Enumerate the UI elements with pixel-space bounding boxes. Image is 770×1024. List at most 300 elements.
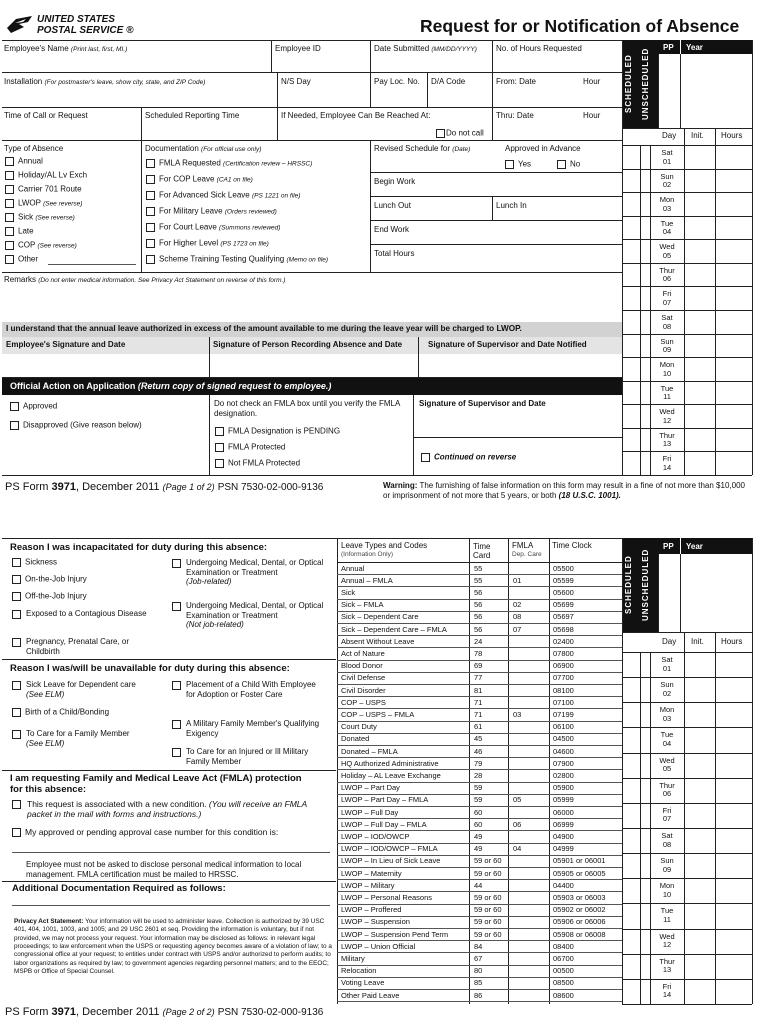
leave-time-card: 49 xyxy=(474,831,483,841)
leave-time-card: 85 xyxy=(474,978,483,988)
leave-type-name: Voting Leave xyxy=(341,978,385,988)
day-cell xyxy=(650,807,684,824)
time-clock-header: Time Clock xyxy=(552,541,592,550)
day-number: 09 xyxy=(662,345,672,355)
da-code-label: D/A Code xyxy=(431,77,466,86)
leave-type-name: Holiday – AL Leave Exchange xyxy=(341,770,441,780)
day-number: 13 xyxy=(662,965,672,975)
day-cell xyxy=(650,933,684,950)
thru-hour-label: Hour xyxy=(583,111,601,120)
leave-type-name: COP – USPS xyxy=(341,697,386,707)
leave-type-name: LWOP – Suspension Pend Term xyxy=(341,929,449,939)
disapproved-checkbox[interactable]: Disapproved (Give reason below) xyxy=(10,421,142,430)
leave-time-card: 24 xyxy=(474,636,483,646)
thru-date-label: Thru: Date xyxy=(496,111,534,120)
leave-type-name: LWOP – Military xyxy=(341,880,395,890)
leave-time-card: 56 xyxy=(474,587,483,597)
leave-type-name: LWOP – IOD/OWCP – FMLA xyxy=(341,844,438,854)
day-cell xyxy=(650,882,684,899)
day-name: Sat xyxy=(661,148,673,157)
day-name: Thur xyxy=(659,265,675,275)
leave-time-card: 78 xyxy=(474,648,483,658)
leave-type-name: Blood Donor xyxy=(341,661,383,671)
leave-time-card: 81 xyxy=(474,685,483,695)
dep-care-header: Dep. Care xyxy=(512,551,542,558)
from-hour-label: Hour xyxy=(583,77,601,86)
day-name: Fri xyxy=(662,805,672,815)
day-cell xyxy=(650,857,684,874)
approved-yes-checkbox[interactable]: Yes xyxy=(505,160,531,169)
leave-fmla-code: 04 xyxy=(513,844,522,854)
day-number: 06 xyxy=(662,789,672,799)
leave-time-clock: 05908 or 06008 xyxy=(553,929,606,939)
from-date-label: From: Date xyxy=(496,77,537,86)
day-cell xyxy=(650,958,684,975)
form-title: Request for or Notification of Absence xyxy=(420,16,740,36)
day-number: 03 xyxy=(662,713,672,723)
day-number: 01 xyxy=(662,663,672,673)
absence-lwop-checkbox[interactable]: LWOP (See reverse) xyxy=(5,199,82,208)
leave-type-name: LWOP – Union Official xyxy=(341,941,416,951)
reached-at-label: If Needed, Employee Can Be Reached At: xyxy=(281,111,431,120)
day-cell xyxy=(650,782,684,799)
leave-type-name: Civil Disorder xyxy=(341,685,386,695)
day-cell xyxy=(650,290,684,307)
reason-contagious-checkbox[interactable]: Exposed to a Contagious Disease xyxy=(12,609,162,619)
day-cell xyxy=(650,220,684,237)
leave-time-clock: 04900 xyxy=(553,831,574,841)
leave-time-card: 60 xyxy=(474,807,483,817)
day-name: Sun xyxy=(660,336,674,346)
hours-header-1: Hours xyxy=(721,131,743,140)
leave-type-name: Sick xyxy=(341,587,356,597)
day-cell xyxy=(650,706,684,723)
unavailable-title: Reason I was/will be unavailable for duty during this absence: xyxy=(10,663,290,674)
leave-time-clock: 02400 xyxy=(553,636,574,646)
approved-no-checkbox[interactable]: No xyxy=(557,160,580,169)
day-cell xyxy=(650,243,684,260)
approved-checkbox[interactable]: Approved xyxy=(10,402,57,411)
leave-time-clock: 05901 or 06001 xyxy=(553,856,606,866)
day-cell xyxy=(650,983,684,1000)
incapacitated-title: Reason I was incapacitated for duty during this absence: xyxy=(10,542,268,553)
table-row-divider xyxy=(337,989,622,990)
day-name: Sun xyxy=(660,680,674,690)
leave-fmla-code: 02 xyxy=(513,600,522,610)
day-header-2: Day xyxy=(662,637,677,646)
leave-time-card: 84 xyxy=(474,941,483,951)
absence-carrier-checkbox[interactable]: Carrier 701 Route xyxy=(5,185,82,194)
day-cell xyxy=(650,681,684,698)
day-cell xyxy=(650,314,684,331)
leave-time-clock: 07800 xyxy=(553,648,574,658)
unavail-exigency-checkbox[interactable]: A Military Family Member's Qualifying Exigency xyxy=(172,719,327,738)
leave-type-name: Donated – FMLA xyxy=(341,746,398,756)
supervisor-signature-label: Signature of Supervisor and Date xyxy=(419,399,546,408)
leave-type-name: LWOP – Maternity xyxy=(341,868,402,878)
day-number: 07 xyxy=(662,814,672,824)
leave-type-name: Absent Without Leave xyxy=(341,636,415,646)
unavail-military-care-checkbox[interactable]: To Care for an Injured or Ill Military Family Member xyxy=(172,747,332,766)
fmla-verify-note: Do not check an FMLA box until you verify the FMLA designation. xyxy=(214,399,400,419)
lunch-in-label: Lunch In xyxy=(496,201,527,210)
day-number: 11 xyxy=(663,915,671,925)
day-number: 02 xyxy=(662,180,672,190)
day-number: 01 xyxy=(662,156,672,166)
leave-time-card: 59 xyxy=(474,783,483,793)
leave-time-card: 59 or 60 xyxy=(474,892,502,902)
supervisor-notified-label: Signature of Supervisor and Date Notified xyxy=(428,340,587,349)
leave-time-card: 56 xyxy=(474,612,483,622)
usps-eagle-logo-icon xyxy=(6,13,34,35)
leave-time-clock: 00500 xyxy=(553,966,574,976)
day-number: 11 xyxy=(663,392,671,402)
fmla-request-title: I am requesting Family and Medical Leave Act (FMLA) protection for this absence: xyxy=(10,773,302,795)
time-card-header: Time Card xyxy=(473,542,491,561)
doc-advanced-sick-checkbox[interactable]: For Advanced Sick Leave (PS 1221 on file) xyxy=(146,191,300,200)
day-name: Sat xyxy=(661,312,673,322)
additional-doc-title: Additional Documentation Required as follows: xyxy=(12,883,226,894)
absence-annual-checkbox[interactable]: Annual xyxy=(5,157,43,166)
type-of-absence-label: Type of Absence xyxy=(4,144,64,153)
leave-time-card: 28 xyxy=(474,770,483,780)
leave-time-card: 59 or 60 xyxy=(474,929,502,939)
day-number: 14 xyxy=(662,463,672,473)
day-number: 05 xyxy=(662,250,672,260)
documentation-label: Documentation (For official use only) xyxy=(145,144,262,153)
day-number: 10 xyxy=(662,889,672,899)
employee-name-label: Employee's Name (Print last, first, MI.) xyxy=(4,44,128,53)
day-name: Sat xyxy=(661,830,673,840)
day-number: 07 xyxy=(662,298,672,308)
ns-day-label: N/S Day xyxy=(281,77,311,86)
leave-fmla-code: 06 xyxy=(513,819,522,829)
leave-time-clock: 05698 xyxy=(553,624,574,634)
leave-type-name: Sick – FMLA xyxy=(341,600,384,610)
leave-time-card: 49 xyxy=(474,844,483,854)
leave-time-clock: 05905 or 06005 xyxy=(553,868,606,878)
leave-type-name: Other Paid Leave xyxy=(341,990,400,1000)
scheduled-label-1: SCHEDULED xyxy=(624,54,633,114)
absence-holiday-checkbox[interactable]: Holiday/AL Lv Exch xyxy=(5,171,87,180)
pay-loc-label: Pay Loc. No. xyxy=(374,77,420,86)
fmla-pending-checkbox[interactable]: FMLA Designation is PENDING xyxy=(215,427,340,436)
agency-name-line1: UNITED STATES xyxy=(37,14,115,25)
day-name: Thur xyxy=(659,780,675,790)
leave-time-clock: 04400 xyxy=(553,880,574,890)
leave-type-name: LWOP – Suspension xyxy=(341,917,410,927)
hours-requested-label: No. of Hours Requested xyxy=(496,44,582,53)
leave-time-card: 79 xyxy=(474,758,483,768)
date-submitted-label: Date Submitted (MM/DD/YYYY) xyxy=(374,44,477,53)
table-row-divider xyxy=(337,1001,622,1002)
day-cell xyxy=(650,432,684,449)
doc-court-checkbox[interactable]: For Court Leave (Summons reviewed) xyxy=(146,223,280,232)
leave-types-header: Leave Types and Codes xyxy=(341,541,428,550)
day-number: 04 xyxy=(662,739,672,749)
leave-time-clock: 05600 xyxy=(553,587,574,597)
leave-time-clock: 08600 xyxy=(553,990,574,1000)
form-footer-2: PS Form 3971, December 2011 (Page 2 of 2) PSN 7530-02-000-9136 xyxy=(5,1006,324,1018)
remarks-label: Remarks (Do not enter medical information. See Privacy Act Statement on reverse of this form.) xyxy=(4,275,286,284)
absence-cop-checkbox[interactable]: COP (See reverse) xyxy=(5,241,77,250)
year-label-1: Year xyxy=(686,43,703,52)
day-number: 08 xyxy=(662,839,672,849)
leave-type-name: Civil Defense xyxy=(341,673,386,683)
leave-time-card: 59 or 60 xyxy=(474,905,502,915)
recorder-signature-label: Signature of Person Recording Absence and Date xyxy=(213,340,403,349)
unavail-family-care-checkbox[interactable]: To Care for a Family Member (See ELM) xyxy=(12,729,172,748)
leave-time-clock: 06000 xyxy=(553,807,574,817)
unavail-dependent-care-checkbox[interactable]: Sick Leave for Dependent care (See ELM) xyxy=(12,680,172,699)
lunch-out-label: Lunch Out xyxy=(374,201,411,210)
leave-time-card: 55 xyxy=(474,563,483,573)
day-cell xyxy=(650,385,684,402)
leave-time-clock: 05906 or 06006 xyxy=(553,917,606,927)
reason-oji-checkbox[interactable]: On-the-Job Injury xyxy=(12,575,87,584)
leave-time-card: 71 xyxy=(474,697,483,707)
leave-fmla-code: 07 xyxy=(513,624,522,634)
day-number: 02 xyxy=(662,688,672,698)
official-action-title: Official Action on Application (Return copy of signed request to employee.) xyxy=(10,381,332,391)
pp-label-1: PP xyxy=(663,43,674,52)
day-name: Sat xyxy=(661,655,673,664)
day-cell xyxy=(650,408,684,425)
reason-sickness-checkbox[interactable]: Sickness xyxy=(12,558,57,567)
fmla-new-condition-checkbox[interactable]: This request is associated with a new condition. (You will receive an FMLA packet in the mail with forms and instructions.) xyxy=(12,799,332,819)
leave-type-name: LWOP – Part Day – FMLA xyxy=(341,795,429,805)
leave-time-clock: 06999 xyxy=(553,819,574,829)
leave-time-card: 61 xyxy=(474,722,483,732)
leave-time-clock: 05902 or 06002 xyxy=(553,905,606,915)
day-number: 04 xyxy=(662,227,672,237)
reason-exam-job-checkbox[interactable]: Undergoing Medical, Dental, or Optical Examination or Treatment (Job-related) xyxy=(172,558,332,587)
day-cell xyxy=(650,338,684,355)
day-number: 12 xyxy=(662,940,672,950)
leave-time-clock: 05697 xyxy=(553,612,574,622)
fmla-case-number-checkbox[interactable]: My approved or pending approval case number for this condition is: xyxy=(12,828,278,837)
leave-type-name: LWOP – Full Day xyxy=(341,807,399,817)
false-info-warning: Warning: The furnishing of false information on this form may result in a fine of not more than $10,000 or imprisonment of not more that 5 years, or both (18 U.S.C. 1001). xyxy=(383,481,745,500)
init-header-1: Init. xyxy=(691,131,704,140)
day-cell xyxy=(650,832,684,849)
revised-schedule-label: Revised Schedule for (Date) xyxy=(374,144,471,153)
leave-time-clock: 05903 or 06003 xyxy=(553,892,606,902)
leave-time-card: 69 xyxy=(474,661,483,671)
table-row-divider xyxy=(337,745,622,746)
leave-fmla-code: 01 xyxy=(513,575,522,585)
day-number: 10 xyxy=(662,368,672,378)
leave-time-clock: 02800 xyxy=(553,770,574,780)
unscheduled-label-1: UNSCHEDULED xyxy=(641,47,650,121)
leave-time-clock: 05599 xyxy=(553,575,574,585)
leave-type-name: Military xyxy=(341,953,365,963)
day-number: 14 xyxy=(662,990,672,1000)
leave-fmla-code: 05 xyxy=(513,795,522,805)
leave-type-name: Relocation xyxy=(341,966,377,976)
doc-cop-checkbox[interactable]: For COP Leave (CA1 on file) xyxy=(146,175,253,184)
year-label-2: Year xyxy=(686,542,703,551)
day-number: 05 xyxy=(662,764,672,774)
installation-label: Installation (For postmaster's leave, show city, state, and ZIP Code) xyxy=(4,77,206,86)
day-name: Sun xyxy=(660,171,674,181)
fmla-protected-checkbox[interactable]: FMLA Protected xyxy=(215,443,285,452)
scheduled-reporting-time-label: Scheduled Reporting Time xyxy=(145,111,240,120)
day-cell xyxy=(650,149,684,166)
day-cell xyxy=(650,731,684,748)
day-number: 03 xyxy=(662,203,672,213)
day-name: Mon xyxy=(659,195,675,205)
fmla-header: FMLA xyxy=(512,541,534,550)
day-number: 09 xyxy=(662,864,672,874)
unavail-birth-checkbox[interactable]: Birth of a Child/Bonding xyxy=(12,708,109,717)
day-cell xyxy=(650,907,684,924)
leave-type-name: Act of Nature xyxy=(341,648,385,658)
agency-name-line2: POSTAL SERVICE ® xyxy=(37,25,134,36)
not-fmla-protected-checkbox[interactable]: Not FMLA Protected xyxy=(215,459,300,468)
leave-type-name: Court Duty xyxy=(341,722,377,732)
leave-time-card: 80 xyxy=(474,966,483,976)
leave-time-clock: 05900 xyxy=(553,783,574,793)
day-name: Sun xyxy=(660,856,674,866)
day-number: 06 xyxy=(662,274,672,284)
leave-time-card: 59 or 60 xyxy=(474,917,502,927)
leave-time-card: 59 or 60 xyxy=(474,856,502,866)
leave-type-name: LWOP – In Lieu of Sick Leave xyxy=(341,856,441,866)
init-header-2: Init. xyxy=(691,637,704,646)
leave-type-name: HQ Authorized Administrative xyxy=(341,758,439,768)
reason-exam-nonjob-checkbox[interactable]: Undergoing Medical, Dental, or Optical Examination or Treatment (Not job-related) xyxy=(172,601,332,630)
leave-time-clock: 07700 xyxy=(553,673,574,683)
time-of-call-label: Time of Call or Request xyxy=(4,111,88,120)
leave-time-clock: 06700 xyxy=(553,953,574,963)
leave-fmla-code: 08 xyxy=(513,612,522,622)
unavail-adoption-checkbox[interactable]: Placement of a Child With Employee for Adoption or Foster Care xyxy=(172,680,327,699)
table-row-divider xyxy=(337,928,622,929)
leave-time-card: 77 xyxy=(474,673,483,683)
leave-time-clock: 07100 xyxy=(553,697,574,707)
reason-pregnancy-checkbox[interactable]: Pregnancy, Prenatal Care, or Childbirth xyxy=(12,637,162,656)
leave-type-name: Annual xyxy=(341,563,365,573)
approved-advance-label: Approved in Advance xyxy=(505,144,581,153)
leave-time-clock: 08500 xyxy=(553,978,574,988)
do-not-call-checkbox[interactable]: Do not call xyxy=(436,129,484,138)
leave-time-card: 56 xyxy=(474,624,483,634)
day-cell xyxy=(650,656,684,673)
leave-time-clock: 04500 xyxy=(553,734,574,744)
leave-time-card: 55 xyxy=(474,575,483,585)
leave-types-hint: (Information Only) xyxy=(341,551,394,558)
leave-time-clock: 07199 xyxy=(553,709,574,719)
leave-time-card: 71 xyxy=(474,709,483,719)
lwop-notice: I understand that the annual leave authorized in excess of the amount available to me during the leave year will be charged to LWOP. xyxy=(6,324,522,333)
leave-time-card: 86 xyxy=(474,990,483,1000)
medical-info-note: Employee must not be asked to disclose personal medical information to local management. FMLA certification must be mailed to HRSSC. xyxy=(26,860,302,879)
leave-type-name: LWOP – Part Day xyxy=(341,783,400,793)
day-cell xyxy=(650,173,684,190)
continued-on-reverse: Continued on reverse xyxy=(421,453,516,462)
day-name: Fri xyxy=(662,289,672,299)
day-name: Fri xyxy=(662,454,672,464)
day-name: Wed xyxy=(659,755,675,765)
day-number: 13 xyxy=(662,439,672,449)
day-number: 12 xyxy=(662,415,672,425)
leave-type-name: LWOP – IOD/OWCP xyxy=(341,831,410,841)
begin-work-label: Begin Work xyxy=(374,177,416,186)
leave-time-card: 44 xyxy=(474,880,483,890)
doc-higher-level-checkbox[interactable]: For Higher Level (PS 1723 on file) xyxy=(146,239,269,248)
leave-type-name: Sick – Dependent Care xyxy=(341,612,419,622)
day-name: Mon xyxy=(659,881,675,891)
leave-type-name: LWOP – Proffered xyxy=(341,905,402,915)
privacy-act-statement: Privacy Act Statement: Your information will be used to administer leave. Collection is authorized by 39 USC 401, 404, 1001, 1003, and 1005; and 29 USC 2601 et seq. Providing the information is voluntary, but if not provided, we may not process your request. Your information may be disclosed as follows: in relevant legal proceedings; to law enforcement when the USPS or requesting agency becomes aware of a violation of law; to a congressional office at your request; to entities under contract with USPS and/or authorized to perform audits; to labor organizations as required by law; to government agencies regarding personnel matters; and to the EEOC; MSPB or Office of Special Counsel. xyxy=(14,918,332,975)
day-name: Fri xyxy=(662,981,672,991)
scheduled-label-2: SCHEDULED xyxy=(624,555,633,615)
unscheduled-label-2: UNSCHEDULED xyxy=(641,548,650,622)
table-row-divider xyxy=(337,806,622,807)
doc-fmla-checkbox[interactable]: FMLA Requested (Certification review – HRSSC) xyxy=(146,159,312,168)
doc-scheme-training-checkbox[interactable]: Scheme Training Testing Qualifying (Memo on file) xyxy=(146,255,328,264)
day-name: Wed xyxy=(659,931,675,941)
leave-time-clock: 07900 xyxy=(553,758,574,768)
day-cell xyxy=(650,757,684,774)
table-row-divider xyxy=(337,623,622,624)
doc-military-checkbox[interactable]: For Military Leave (Orders reviewed) xyxy=(146,207,277,216)
employee-id-label: Employee ID xyxy=(275,44,321,53)
absence-other-checkbox[interactable]: Other xyxy=(5,255,38,264)
total-hours-label: Total Hours xyxy=(374,249,415,258)
leave-time-card: 59 xyxy=(474,795,483,805)
leave-time-card: 60 xyxy=(474,819,483,829)
leave-time-card: 46 xyxy=(474,746,483,756)
employee-signature-label: Employee's Signature and Date xyxy=(6,340,126,349)
day-name: Thur xyxy=(659,956,675,966)
absence-sick-checkbox[interactable]: Sick (See reverse) xyxy=(5,213,75,222)
day-name: Mon xyxy=(659,360,675,370)
leave-time-clock: 04999 xyxy=(553,844,574,854)
day-name: Tue xyxy=(660,218,674,228)
leave-type-name: Donated xyxy=(341,734,370,744)
leave-time-card: 67 xyxy=(474,953,483,963)
leave-type-name: Sick – Dependent Care – FMLA xyxy=(341,624,447,634)
form-footer-1: PS Form 3971, December 2011 (Page 1 of 2) PSN 7530-02-000-9136 xyxy=(5,481,324,493)
hours-header-2: Hours xyxy=(721,637,743,646)
leave-time-card: 45 xyxy=(474,734,483,744)
leave-type-name: COP – USPS – FMLA xyxy=(341,709,415,719)
reason-offji-checkbox[interactable]: Off-the-Job Injury xyxy=(12,592,87,601)
day-cell xyxy=(650,196,684,213)
day-number: 08 xyxy=(662,321,672,331)
day-cell xyxy=(650,455,684,472)
absence-late-checkbox[interactable]: Late xyxy=(5,227,34,236)
table-row-divider xyxy=(337,867,622,868)
leave-time-clock: 04600 xyxy=(553,746,574,756)
day-cell xyxy=(650,361,684,378)
leave-time-clock: 08400 xyxy=(553,941,574,951)
day-name: Tue xyxy=(660,730,674,740)
leave-time-clock: 05999 xyxy=(553,795,574,805)
day-name: Tue xyxy=(660,906,674,916)
day-name: Tue xyxy=(660,383,674,393)
leave-time-clock: 05500 xyxy=(553,563,574,573)
leave-type-name: LWOP – Full Day – FMLA xyxy=(341,819,427,829)
table-row-divider xyxy=(337,684,622,685)
leave-type-name: Annual – FMLA xyxy=(341,575,393,585)
pp-label-2: PP xyxy=(663,542,674,551)
day-name: Mon xyxy=(659,705,675,715)
day-cell xyxy=(650,267,684,284)
day-name: Thur xyxy=(659,430,675,440)
